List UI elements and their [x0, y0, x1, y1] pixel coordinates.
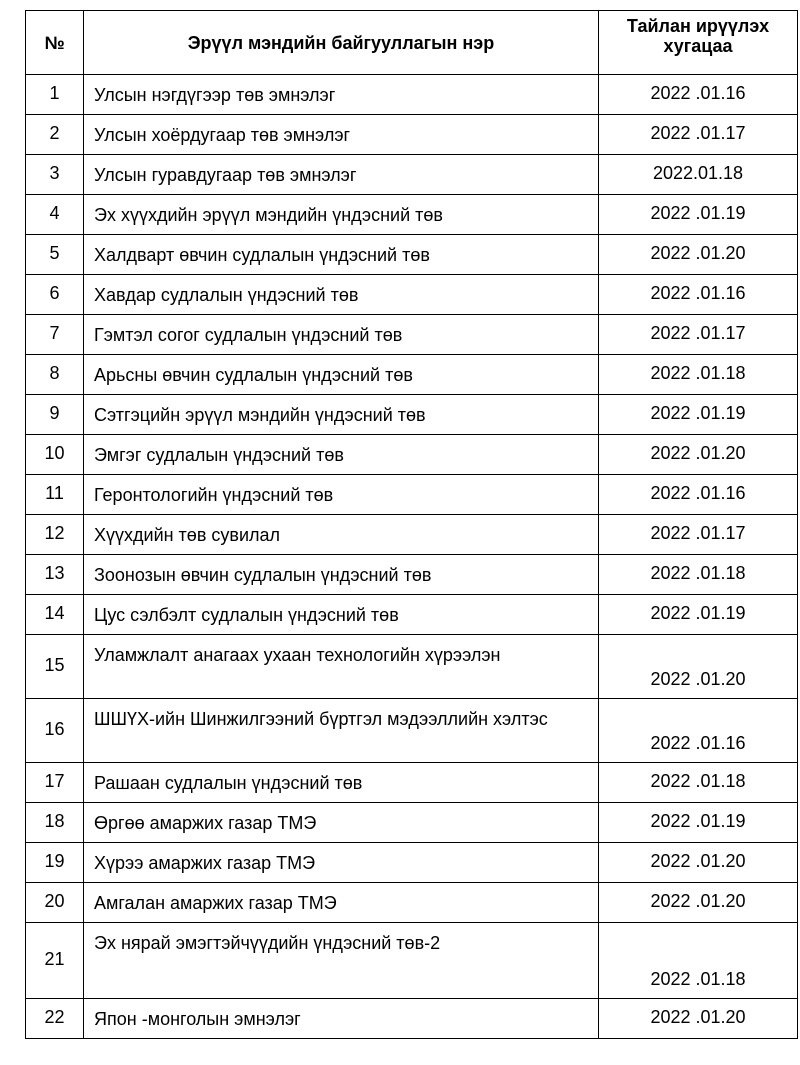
- report-date: 2022 .01.18: [599, 923, 798, 999]
- table-row: [26, 395, 798, 435]
- report-date: 2022 .01.16: [599, 75, 798, 115]
- row-number: 5: [26, 235, 84, 275]
- header-report-deadline: Тайлан ирүүлэх хугацаа: [599, 11, 798, 75]
- table-row: [26, 435, 798, 475]
- row-number: 22: [26, 999, 84, 1039]
- report-date: 2022.01.18: [599, 155, 798, 195]
- report-date: 2022 .01.20: [599, 883, 798, 923]
- report-date: 2022 .01.19: [599, 195, 798, 235]
- table-row: [26, 555, 798, 595]
- organization-name: Япон -монголын эмнэлэг: [84, 999, 599, 1039]
- organization-name: Рашаан судлалын үндэсний төв: [84, 763, 599, 803]
- table-row: [26, 475, 798, 515]
- row-number: 21: [26, 923, 84, 999]
- organization-name: ШШҮХ-ийн Шинжилгээний бүртгэл мэдээллийн хэлтэс: [84, 699, 599, 763]
- row-number: 1: [26, 75, 84, 115]
- row-number: 8: [26, 355, 84, 395]
- table-row: [26, 635, 798, 699]
- table-row: [26, 699, 798, 763]
- organization-name: Улсын хоёрдугаар төв эмнэлэг: [84, 115, 599, 155]
- organization-name: Хавдар судлалын үндэсний төв: [84, 275, 599, 315]
- organization-name: Улсын гуравдугаар төв эмнэлэг: [84, 155, 599, 195]
- report-date: 2022 .01.17: [599, 115, 798, 155]
- table-row: [26, 275, 798, 315]
- report-date: 2022 .01.17: [599, 315, 798, 355]
- organization-name: Цус сэлбэлт судлалын үндэсний төв: [84, 595, 599, 635]
- report-date: 2022 .01.20: [599, 843, 798, 883]
- row-number: 11: [26, 475, 84, 515]
- table-row: [26, 883, 798, 923]
- report-date: 2022 .01.17: [599, 515, 798, 555]
- row-number: 14: [26, 595, 84, 635]
- table-row: [26, 315, 798, 355]
- report-date: 2022 .01.16: [599, 699, 798, 763]
- report-date: 2022 .01.18: [599, 763, 798, 803]
- table-row: [26, 235, 798, 275]
- table-row: [26, 843, 798, 883]
- organization-name: Уламжлалт анагаах ухаан технологийн хүрээлэн: [84, 635, 599, 699]
- row-number: 3: [26, 155, 84, 195]
- row-number: 19: [26, 843, 84, 883]
- table-row: [26, 115, 798, 155]
- table-header-row: [26, 11, 798, 75]
- report-date: 2022 .01.16: [599, 275, 798, 315]
- organization-name: Зоонозын өвчин судлалын үндэсний төв: [84, 555, 599, 595]
- row-number: 12: [26, 515, 84, 555]
- header-number: №: [26, 11, 84, 75]
- organization-name: Арьсны өвчин судлалын үндэсний төв: [84, 355, 599, 395]
- organization-name: Гэмтэл согог судлалын үндэсний төв: [84, 315, 599, 355]
- table-row: [26, 355, 798, 395]
- table-row: [26, 75, 798, 115]
- table-row: [26, 803, 798, 843]
- report-deadline-table: [25, 10, 798, 1039]
- organization-name: Эмгэг судлалын үндэсний төв: [84, 435, 599, 475]
- table-row: [26, 195, 798, 235]
- row-number: 9: [26, 395, 84, 435]
- report-date: 2022 .01.18: [599, 355, 798, 395]
- table-row: [26, 763, 798, 803]
- row-number: 16: [26, 699, 84, 763]
- table-row: [26, 155, 798, 195]
- organization-name: Халдварт өвчин судлалын үндэсний төв: [84, 235, 599, 275]
- row-number: 20: [26, 883, 84, 923]
- report-date: 2022 .01.18: [599, 555, 798, 595]
- organization-name: Геронтологийн үндэсний төв: [84, 475, 599, 515]
- report-date: 2022 .01.20: [599, 635, 798, 699]
- organization-name: Өргөө амаржих газар ТМЭ: [84, 803, 599, 843]
- report-date: 2022 .01.20: [599, 435, 798, 475]
- report-date: 2022 .01.19: [599, 595, 798, 635]
- row-number: 4: [26, 195, 84, 235]
- report-date: 2022 .01.20: [599, 235, 798, 275]
- report-date: 2022 .01.19: [599, 803, 798, 843]
- row-number: 13: [26, 555, 84, 595]
- organization-name: Амгалан амаржих газар ТМЭ: [84, 883, 599, 923]
- report-date: 2022 .01.20: [599, 999, 798, 1039]
- organization-name: Хүрээ амаржих газар ТМЭ: [84, 843, 599, 883]
- organization-name: Хүүхдийн төв сувилал: [84, 515, 599, 555]
- header-organization-name: Эрүүл мэндийн байгууллагын нэр: [84, 11, 599, 75]
- table-row: [26, 923, 798, 999]
- organization-name: Сэтгэцийн эрүүл мэндийн үндэсний төв: [84, 395, 599, 435]
- row-number: 10: [26, 435, 84, 475]
- organization-name: Улсын нэгдүгээр төв эмнэлэг: [84, 75, 599, 115]
- row-number: 7: [26, 315, 84, 355]
- table-row: [26, 515, 798, 555]
- report-date: 2022 .01.19: [599, 395, 798, 435]
- table-row: [26, 999, 798, 1039]
- report-date: 2022 .01.16: [599, 475, 798, 515]
- row-number: 18: [26, 803, 84, 843]
- row-number: 17: [26, 763, 84, 803]
- row-number: 15: [26, 635, 84, 699]
- row-number: 6: [26, 275, 84, 315]
- table-row: [26, 595, 798, 635]
- row-number: 2: [26, 115, 84, 155]
- organization-name: Эх хүүхдийн эрүүл мэндийн үндэсний төв: [84, 195, 599, 235]
- organization-name: Эх нярай эмэгтэйчүүдийн үндэсний төв-2: [84, 923, 599, 999]
